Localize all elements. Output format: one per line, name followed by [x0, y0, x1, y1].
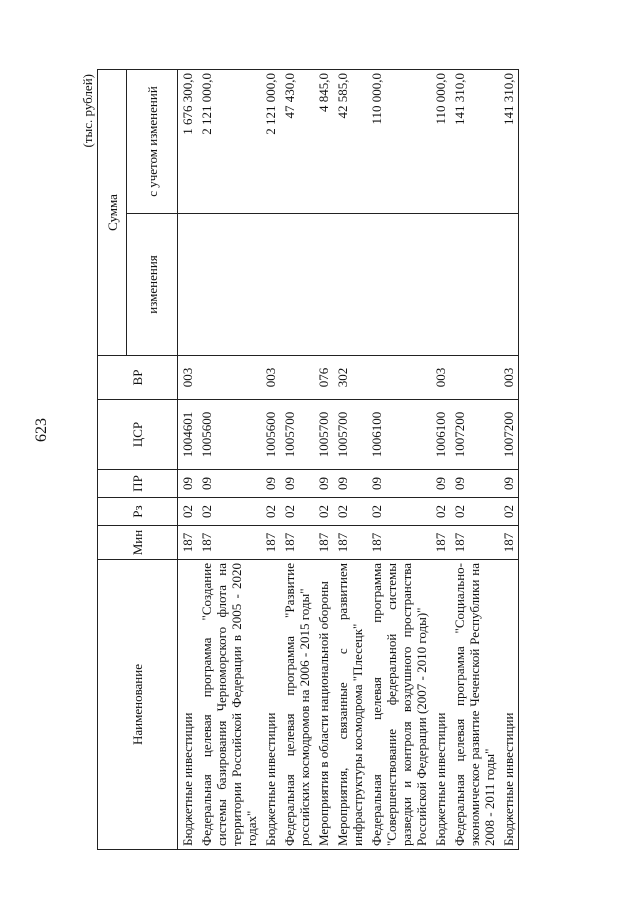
- cell-changes: [197, 214, 261, 356]
- cell-total: 4 845,0: [314, 70, 333, 214]
- cell-total: 110 000,0: [431, 70, 450, 214]
- cell-rz: 02: [314, 498, 333, 526]
- cell-total: 1 676 300,0: [178, 70, 198, 214]
- header-pr: ПР: [98, 470, 178, 498]
- table-row: [314, 70, 333, 850]
- cell-vr: 003: [261, 356, 280, 400]
- cell-vr: 003: [178, 356, 198, 400]
- cell-changes: [367, 214, 431, 356]
- cell-total: 141 310,0: [450, 70, 499, 214]
- cell-csr: 1005700: [314, 400, 333, 470]
- cell-vr: [280, 356, 314, 400]
- cell-min: 187: [197, 526, 261, 560]
- cell-min: 187: [280, 526, 314, 560]
- cell-rz: 02: [333, 498, 367, 526]
- cell-name: Бюджетные инвестиции: [431, 560, 450, 850]
- rotated-page: [80, 70, 580, 850]
- cell-total: 2 121 000,0: [197, 70, 261, 214]
- cell-pr: 09: [367, 470, 431, 498]
- cell-rz: 02: [431, 498, 450, 526]
- cell-vr: 003: [499, 356, 519, 400]
- cell-total: 42 585,0: [333, 70, 367, 214]
- cell-name: Мероприятия в области национальной обороны: [314, 560, 333, 850]
- cell-csr: 1005600: [197, 400, 261, 470]
- cell-changes: [450, 214, 499, 356]
- cell-name: Федеральная целевая программа "Создание системы базирования Черноморского флота на территории Российской Федерации в 2005 - 2020 годах": [197, 560, 261, 850]
- cell-changes: [280, 214, 314, 356]
- units-note: (тыс. рублей): [80, 74, 95, 148]
- cell-min: 187: [333, 526, 367, 560]
- cell-vr: [450, 356, 499, 400]
- cell-pr: 09: [314, 470, 333, 498]
- cell-min: 187: [367, 526, 431, 560]
- cell-vr: 076: [314, 356, 333, 400]
- cell-changes: [499, 214, 519, 356]
- cell-changes: [431, 214, 450, 356]
- cell-rz: 02: [499, 498, 519, 526]
- table-row: [197, 70, 261, 850]
- cell-pr: 09: [499, 470, 519, 498]
- cell-pr: 09: [280, 470, 314, 498]
- cell-name: Федеральная целевая программа "Развитие российских космодромов на 2006 - 2015 годы": [280, 560, 314, 850]
- cell-rz: 02: [261, 498, 280, 526]
- cell-min: 187: [499, 526, 519, 560]
- cell-changes: [261, 214, 280, 356]
- cell-vr: 003: [431, 356, 450, 400]
- cell-pr: 09: [450, 470, 499, 498]
- table-row: [261, 70, 280, 850]
- cell-name: Бюджетные инвестиции: [499, 560, 519, 850]
- table-row: [431, 70, 450, 850]
- cell-csr: 1007200: [450, 400, 499, 470]
- cell-changes: [178, 214, 198, 356]
- cell-total: 2 121 000,0: [261, 70, 280, 214]
- cell-csr: 1006100: [431, 400, 450, 470]
- cell-vr: [197, 356, 261, 400]
- cell-rz: 02: [178, 498, 198, 526]
- header-vr: ВР: [98, 356, 178, 400]
- cell-csr: 1007200: [499, 400, 519, 470]
- header-rz: Рз: [98, 498, 178, 526]
- header-changes: изменения: [127, 214, 178, 356]
- cell-rz: 02: [280, 498, 314, 526]
- cell-total: 47 430,0: [280, 70, 314, 214]
- cell-name: Мероприятия, связанные с развитием инфраструктуры космодрома "Плесецк": [333, 560, 367, 850]
- budget-table: [97, 69, 519, 850]
- cell-name: Федеральная целевая программа "Социально-экономическое развитие Чеченской Республики на 2008 - 2011 годы": [450, 560, 499, 850]
- cell-rz: 02: [367, 498, 431, 526]
- cell-total: 110 000,0: [367, 70, 431, 214]
- page-number: 623: [33, 418, 50, 442]
- cell-changes: [314, 214, 333, 356]
- cell-total: 141 310,0: [499, 70, 519, 214]
- header-min: Мин: [98, 526, 178, 560]
- table-row: [280, 70, 314, 850]
- cell-rz: 02: [450, 498, 499, 526]
- cell-csr: 1004601: [178, 400, 198, 470]
- table-row: [367, 70, 431, 850]
- cell-pr: 09: [178, 470, 198, 498]
- cell-csr: 1005700: [280, 400, 314, 470]
- cell-name: Бюджетные инвестиции: [261, 560, 280, 850]
- header-name: Наименование: [98, 560, 178, 850]
- header-csr: ЦСР: [98, 400, 178, 470]
- table-row: [450, 70, 499, 850]
- header-sum: Сумма: [98, 70, 127, 356]
- cell-pr: 09: [261, 470, 280, 498]
- table-row: [178, 70, 198, 850]
- cell-name: Федеральная целевая программа "Совершенствование федеральной системы разведки и контроля воздушного пространства Российской Федерации (2007 - 2010 годы)": [367, 560, 431, 850]
- cell-csr: 1005700: [333, 400, 367, 470]
- cell-csr: 1006100: [367, 400, 431, 470]
- cell-vr: 302: [333, 356, 367, 400]
- cell-changes: [333, 214, 367, 356]
- cell-min: 187: [450, 526, 499, 560]
- cell-pr: 09: [197, 470, 261, 498]
- cell-rz: 02: [197, 498, 261, 526]
- header-with-changes: с учетом изменений: [127, 70, 178, 214]
- cell-min: 187: [431, 526, 450, 560]
- cell-pr: 09: [431, 470, 450, 498]
- cell-min: 187: [314, 526, 333, 560]
- cell-pr: 09: [333, 470, 367, 498]
- table-row: [333, 70, 367, 850]
- cell-name: Бюджетные инвестиции: [178, 560, 198, 850]
- table-body: [178, 70, 519, 850]
- cell-min: 187: [178, 526, 198, 560]
- cell-csr: 1005600: [261, 400, 280, 470]
- cell-vr: [367, 356, 431, 400]
- cell-min: 187: [261, 526, 280, 560]
- table-row: [499, 70, 519, 850]
